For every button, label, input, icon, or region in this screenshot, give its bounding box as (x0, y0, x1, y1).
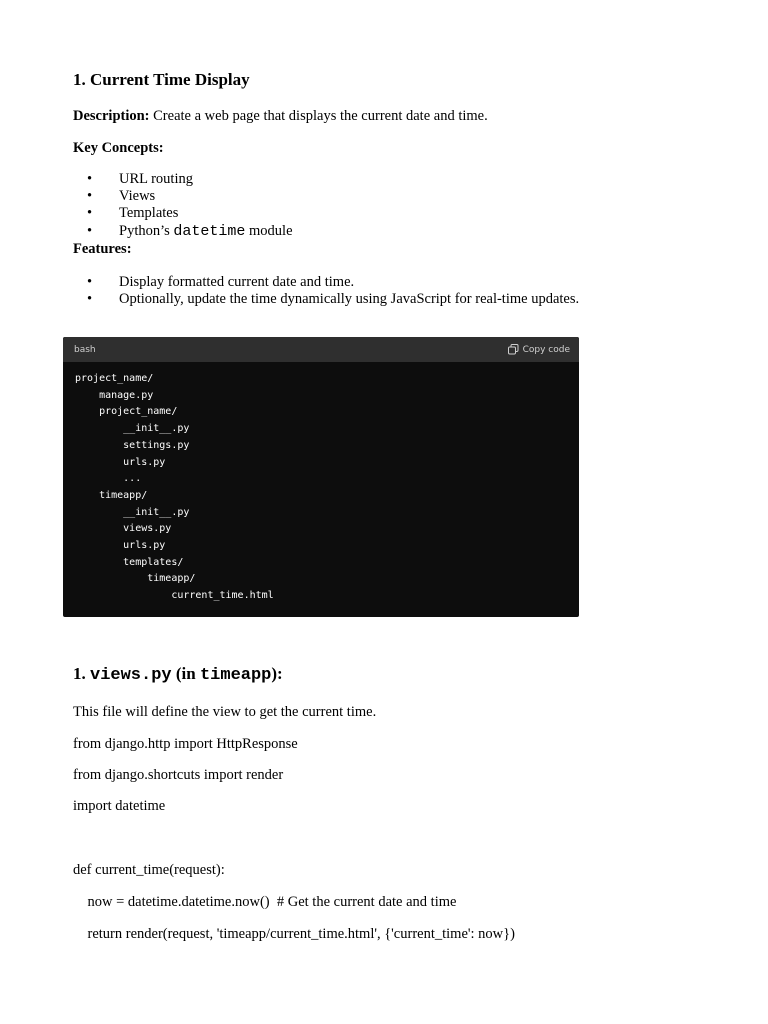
list-item-text: Optionally, update the time dynamically using JavaScript for real-time updates. (119, 291, 580, 307)
heading-text: (in (171, 664, 200, 683)
inline-code: datetime (173, 223, 246, 240)
description-label: Description: (73, 108, 150, 124)
copy-code-button[interactable] (508, 344, 570, 355)
code-line: from django.http import HttpResponse (73, 736, 298, 752)
code-line: from django.shortcuts import render (73, 767, 284, 783)
key-concepts-label: Key Concepts: (73, 140, 164, 156)
code-content: project_name/ manage.py project_name/ __init__.py settings.py urls.py ... timeapp/ __init__.py views.py urls.py templates/ timeapp/ current_time.html (75, 373, 274, 602)
key-concepts-heading (73, 140, 164, 157)
code-line: now = datetime.datetime.now() # Get the current date and time (73, 894, 457, 910)
list-item-text: URL routing (119, 171, 193, 187)
bullet-icon: • (87, 291, 93, 307)
list-item (73, 171, 293, 188)
features-heading (73, 241, 132, 258)
section-heading: 1. Current Time Display (73, 70, 250, 89)
views-heading (73, 664, 283, 685)
heading-number: 1. (73, 664, 90, 683)
list-item (73, 274, 579, 291)
heading-app-code: timeapp (199, 666, 272, 685)
bullet-icon: • (87, 188, 93, 204)
key-concepts-list (73, 171, 293, 241)
bullet-icon: • (87, 205, 93, 221)
list-item-text: Views (119, 188, 156, 204)
list-item (73, 222, 293, 241)
heading-text: ): (271, 664, 283, 683)
copy-icon (508, 344, 519, 355)
list-item (73, 291, 579, 308)
list-item-text: Templates (119, 205, 179, 221)
features-label: Features: (73, 241, 132, 257)
list-item-text: module (245, 223, 293, 239)
list-item-text: Python’s (119, 223, 174, 239)
list-item (73, 205, 293, 222)
description-text: Create a web page that displays the current date and time. (149, 108, 488, 124)
code-line: import datetime (73, 798, 166, 814)
bullet-icon: • (87, 274, 93, 290)
code-line: def current_time(request): (73, 862, 225, 878)
code-block (63, 337, 579, 617)
list-item (73, 188, 293, 205)
bullet-icon: • (87, 171, 93, 187)
features-list (73, 274, 579, 308)
copy-code-label: Copy code (522, 344, 570, 355)
bullet-icon: • (87, 223, 93, 239)
views-intro: This file will define the view to get the current time. (73, 704, 377, 720)
code-block-header (63, 337, 579, 362)
list-item-text: Display formatted current date and time. (119, 274, 355, 290)
code-language-label: bash (74, 345, 96, 355)
heading-file-code: views.py (90, 666, 172, 685)
code-line: return render(request, 'timeapp/current_time.html', {'current_time': now}) (73, 926, 515, 942)
description-paragraph (73, 108, 488, 125)
